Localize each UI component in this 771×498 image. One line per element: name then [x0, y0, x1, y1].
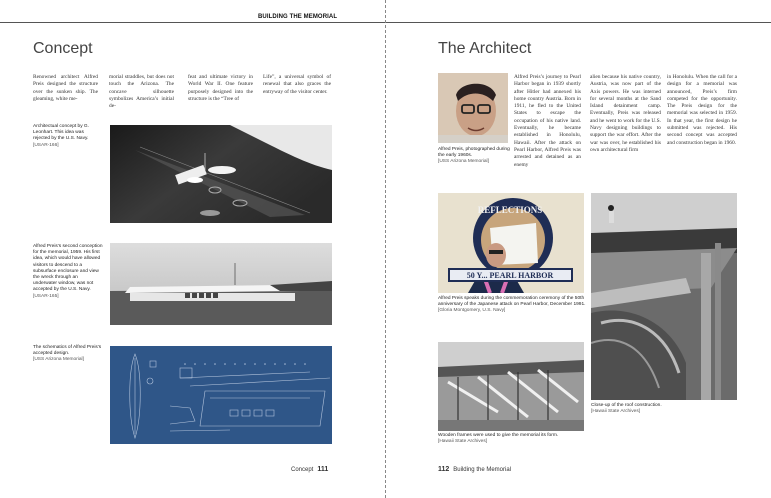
- page-spine-divider: [385, 0, 386, 498]
- body-column: morial straddles, but does not touch the Arizona. The concave silhouette symbolizes America’s initial de-: [109, 74, 174, 110]
- concept-model-photo: [110, 243, 332, 325]
- caption-source: [USAR-165]: [33, 293, 59, 299]
- roof-construction-photo: [591, 193, 737, 400]
- caption-text: Alfred Preis speaks during the commemoration ceremony of the 50th anniversary of the Japanese attack on Pearl Harbor, December 1991.: [438, 296, 586, 308]
- caption-source: [Gloria Montgomery, U.S. Navy]: [438, 308, 506, 314]
- folio-label: Concept: [291, 467, 314, 473]
- figure-caption: [438, 147, 510, 166]
- caption-source: [Hawaii State Archives]: [438, 439, 488, 445]
- caption-source: [Hawaii State Archives]: [591, 409, 641, 415]
- caption-text: Alfred Preis’s second conception for the memorial, 1959. His first idea, which would have allowed visitors to descend to a subsurface enclosure and view the wreck through an underwater window, was not accepted by the U.S. Navy.: [33, 244, 103, 293]
- body-column: [667, 74, 737, 147]
- figure-caption: [33, 244, 103, 300]
- body-column: Life”, a universal symbol of renewal that also graces the entryway of the visitor center.: [263, 74, 331, 95]
- page-title-architect: The Architect: [438, 40, 532, 57]
- running-head: BUILDING THE MEMORIAL: [258, 14, 338, 20]
- page-number: 112: [438, 466, 450, 473]
- figure-caption: [438, 296, 586, 315]
- preis-second-concept-image: [110, 243, 332, 325]
- caption-source: [USAR-166]: [33, 142, 59, 148]
- body-text: Alfred Preis’s journey to Pearl Harbor began in 1939 shortly after Hitler had annexed his home country Austria. Born in 1911, he fled to the United States to escape the occupation of his native land. Eventually, he became established in Honolulu, Hawaii. After the attack on Pearl Harbor, Alfred Preis was arrested and detained as an enemy: [514, 74, 581, 168]
- caption-text: Alfred Preis, photographed during the early 1960s.: [438, 147, 510, 159]
- blueprint-drawing: [110, 346, 332, 444]
- caption-text: The schematics of Alfred Preis’s accepted design.: [33, 345, 102, 357]
- roof-construction-image: [591, 193, 737, 400]
- page-title-concept: Concept: [33, 40, 93, 57]
- figure-caption: [33, 345, 103, 364]
- page-number: 111: [317, 466, 329, 473]
- caption-text: Architectual concept by G. Leonhart. This idea was rejected by the U.S. Navy.: [33, 124, 89, 142]
- folio-right: [438, 466, 511, 473]
- folio-left: [291, 466, 332, 473]
- banner-bottom-text: 50 Y... PEARL HARBOR: [466, 271, 554, 280]
- speech-photo: [438, 193, 584, 293]
- concept-rendering-illustration: [110, 125, 332, 223]
- body-column: Renowned architect Alfred Preis designed the structure over the sunken ship. The gleaming, white me-: [33, 74, 98, 102]
- blueprint-schematics-image: [110, 346, 332, 444]
- folio-label: Building the Memorial: [453, 467, 511, 473]
- preis-portrait-image: [438, 73, 508, 143]
- body-column: feat and ultimate victory in World War II. One feature purposely designed into the structure is the “Tree of: [188, 74, 253, 102]
- figure-caption: [438, 433, 586, 445]
- body-text: alien because his native country, Austria, was now part of the Axis powers. He was interned for several months at the Sand Island detainment camp. Eventually, Preis was released and he went to work for the U.S. Navy designing buildings to support the war effort. After the war was over, he established his own architectural firm: [590, 74, 661, 153]
- leonhart-concept-image: [110, 125, 332, 223]
- figure-caption: [33, 124, 101, 149]
- caption-text: Wooden frames were used to give the memorial its form.: [438, 433, 559, 438]
- body-column: [590, 74, 661, 154]
- figure-caption: [591, 403, 737, 415]
- body-column: [514, 74, 581, 169]
- wooden-frames-photo: [438, 342, 584, 431]
- caption-text: Close-up of the roof construction.: [591, 403, 662, 408]
- banner-top-text: REFLECTIONS: [477, 205, 543, 215]
- portrait-photo: [438, 73, 508, 143]
- caption-source: [USS Arizona Memorial]: [438, 159, 489, 165]
- caption-source: [USS Arizona Memorial]: [33, 357, 84, 363]
- preis-speech-image: [438, 193, 584, 293]
- wooden-frames-image: [438, 342, 584, 431]
- body-text: in Honolulu. When the call for a design for a memorial was announced, Preis’s firm competed for the opportunity. The Preis design for the memorial was selected in 1959. In that year, the first design he submitted was rejected. His second concept was accepted and construction began in 1960.: [667, 74, 737, 146]
